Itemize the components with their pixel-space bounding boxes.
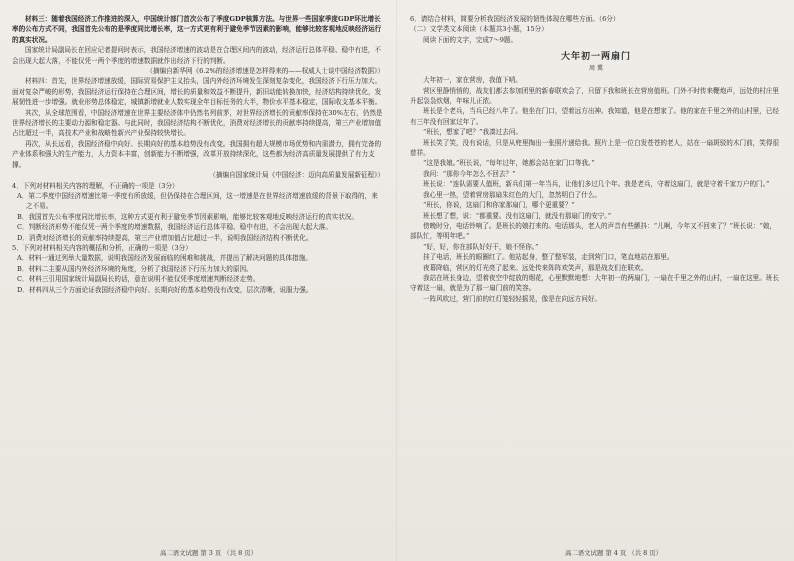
answer-option: A．材料一通过列举大量数据，说明我国经济发展面临的困难和挑战，并提出了解决问题的具体措施。 [17,254,312,263]
story-paragraph: “班长，你说，这扇门和你家那扇门，哪个更重要？” [423,201,575,210]
page-fold-divider [396,0,397,561]
material-paragraph: 其次，从全球范围看，中国经济增速在世界主要经济体中仍然名列前茅，对世界经济增长的贡献率保持在30%左右，仍然是世界经济增长的主要动力源和稳定器。与此同时，我国经济结构不断优化，消费对经济增长的贡献率持续提高，第三产业增加值占比超过一半，高技术产业和战略性新兴产业保持较快增长。 [12,108,383,138]
story-paragraph: 傍晚时分，电话铃响了。是班长的娘打来的。电话那头，老人的声音有些颤抖：“儿啊，今年又不回来了？”班长说：“娘，部队忙，等明年吧。” [410,221,776,241]
reading-instruction: 阅读下面的文字，完成7～9题。 [423,35,518,44]
story-paragraph: 班长笑了笑，没有说话，只是从兜里掏出一张照片递给我。照片上是一位白发苍苍的老人，站在一扇斑驳的木门前，笑得很慈祥。 [410,138,780,158]
question-5 [12,243,384,295]
story-title: 大年初一两扇门 [560,52,631,63]
material-paragraph: （摘编自新华网《6.2%的经济增速是怎样得来的——权威人士谈中国经济数据》） [146,67,384,76]
answer-option: C．材料三引用国家统计局副局长的话，意在说明不能仅凭季度增速判断经济走势。 [17,275,260,284]
story-paragraph: 大年初一，家在营房，我值下哨。 [423,76,522,85]
story-paragraph: 营区里静悄悄的，战友们都去参加团里的新春联欢会了，只留下我和班长在营房值班。门外不时传来鞭炮声，远处的村庄里升起袅袅炊烟，年味儿正浓。 [410,86,780,106]
material-paragraph: （摘编自国家统计局《中国经济：迈向高质量发展新征程》） [209,171,384,180]
question-4 [12,181,384,243]
question-4-options [12,191,384,243]
question-4-stem: 4．下列对材料相关内容的理解，不正确的一项是（3分） [12,181,179,190]
material-paragraph: 国家统计局副局长在回应记者提问时表示，我国经济增速的波动是在合理区间内的波动，经济运行总体平稳、稳中有进，不会出现大起大落，不能仅凭一两个季度的增速数据就作出经济下行的判断。 [12,46,382,65]
answer-option: A．第二季度中国经济增速比第一季度有所放缓，但仍保持在合理区间，这一增速是在世界经济增速放缓的背景下取得的，来之不易。 [17,191,378,211]
right-page-footer: 高二语文试题 第 4 页 （共 8 页） [565,549,663,557]
material-paragraph: 材料三：随着我国经济工作推进的深入，中国统计部门首次公布了季度GDP核算方法。与世界一些国家季度GDP环比增长率的公布方式不同，我国首先公布的是季度同比增长率，这一方式更有利于避免季节因素的影响，能够比较客观地反映经济运行的真实状况。 [12,15,382,44]
answer-option: B．我国首先公布季度同比增长率，这种方式更有利于避免季节因素影响，能够比较客观地反映经济运行的真实状况。 [17,212,359,221]
left-reading-material [12,14,384,181]
question-6: 6．请结合材料，简要分析我国经济发展的韧性体现在哪些方面。（6分） [410,15,620,23]
material-paragraph: 再次，从长远看，我国经济稳中向好、长期向好的基本趋势没有改变。我国拥有超大规模市场优势和内需潜力，拥有完备的产业体系和强大的生产能力，人力资本丰富，创新能力不断增强，改革开放持续深化，这些都为经济高质量发展提供了有力支撑。 [12,139,382,169]
story-paragraph: “好，好，你在部队好好干，娘不怪你。” [423,242,539,251]
story-paragraph: 我站在班长身边，望着夜空中绽放的烟花，心里默默地想：大年初一的两扇门，一扇在千里之外的山村，一扇在这里。班长守着这一扇，就是为了那一扇门前的笑容。 [410,273,780,293]
story-paragraph: 一阵风吹过，营门前的红灯笼轻轻摇晃，像是在向远方问好。 [423,294,602,303]
story-paragraph: 我问：“那你今年怎么不回去？” [423,169,516,178]
section-heading: （二）文学类文本阅读（本题共3小题，15分） [410,25,548,34]
right-page [410,14,782,546]
story-author: 周 冀 [589,65,603,73]
left-page [12,14,384,546]
story-paragraph: 班长说：“连队需要人值班，新兵们第一年当兵，让他们多过几个年。我是老兵，守着这扇门，就是守着千家万户的门。” [423,180,770,189]
question-5-stem: 5．下列对材料相关内容的概括和分析，正确的一项是（3分） [12,243,192,252]
story-paragraph: 我心里一热，望着营房那扇朱红色的大门，忽然明白了什么。 [423,190,602,199]
story-paragraph: 班长想了想，说：“都重要。没有这扇门，就没有那扇门的安宁。” [423,211,612,220]
story-paragraph: 班长是个老兵，当兵已经八年了。他坐在门口，望着远方出神。我知道，他是在想家了。他的家在千里之外的山村里，已经有三年没有回家过年了。 [410,107,780,126]
story-paragraph: 挂了电话，班长的眼圈红了。他站起身，整了整军装，走到营门口，笔直地站在那里。 [423,253,674,262]
story-paragraph: “这是我娘。”班长说，“每年过年，她都会站在家门口等我。” [423,159,595,168]
answer-option: D．材料四从三个方面论证我国经济稳中向好、长期向好的基本趋势没有改变，层次清晰，说服力强。 [17,285,313,294]
answer-option: B．材料二主要从国内外经济环境的角度，分析了我国经济下行压力加大的原因。 [17,264,253,273]
left-page-footer: 高二语文试题 第 3 页 （共 8 页） [160,549,258,557]
material-paragraph: 材料四：首先，世界经济增速放缓，国际贸易保护主义抬头，国内外经济环境发生深刻复杂变化，我国经济下行压力加大。面对复杂严峻的形势，我国经济运行保持在合理区间，增长的质量和效益不断提升，新旧动能转换加快，经济结构持续优化，发展韧性进一步增强。就业形势总体稳定，城镇新增就业人数实现全年目标任务的大半，物价水平基本稳定，国际收支基本平衡。 [12,77,382,107]
story-paragraph: 夜幕降临，营区的灯光亮了起来。远处传来阵阵欢笑声，那是战友们在联欢。 [423,263,648,272]
answer-option: D．消费对经济增长的贡献率持续提高，第三产业增加值占比超过一半，说明我国经济结构不断优化。 [17,233,313,242]
question-5-options [12,253,384,295]
answer-option: C．判断经济形势不能仅凭一两个季度的增速数据，我国经济运行总体平稳、稳中有进，不会出现大起大落。 [17,223,332,232]
story-body [410,75,782,304]
story-paragraph: “班长，想家了吧？”我凑过去问。 [423,128,523,137]
